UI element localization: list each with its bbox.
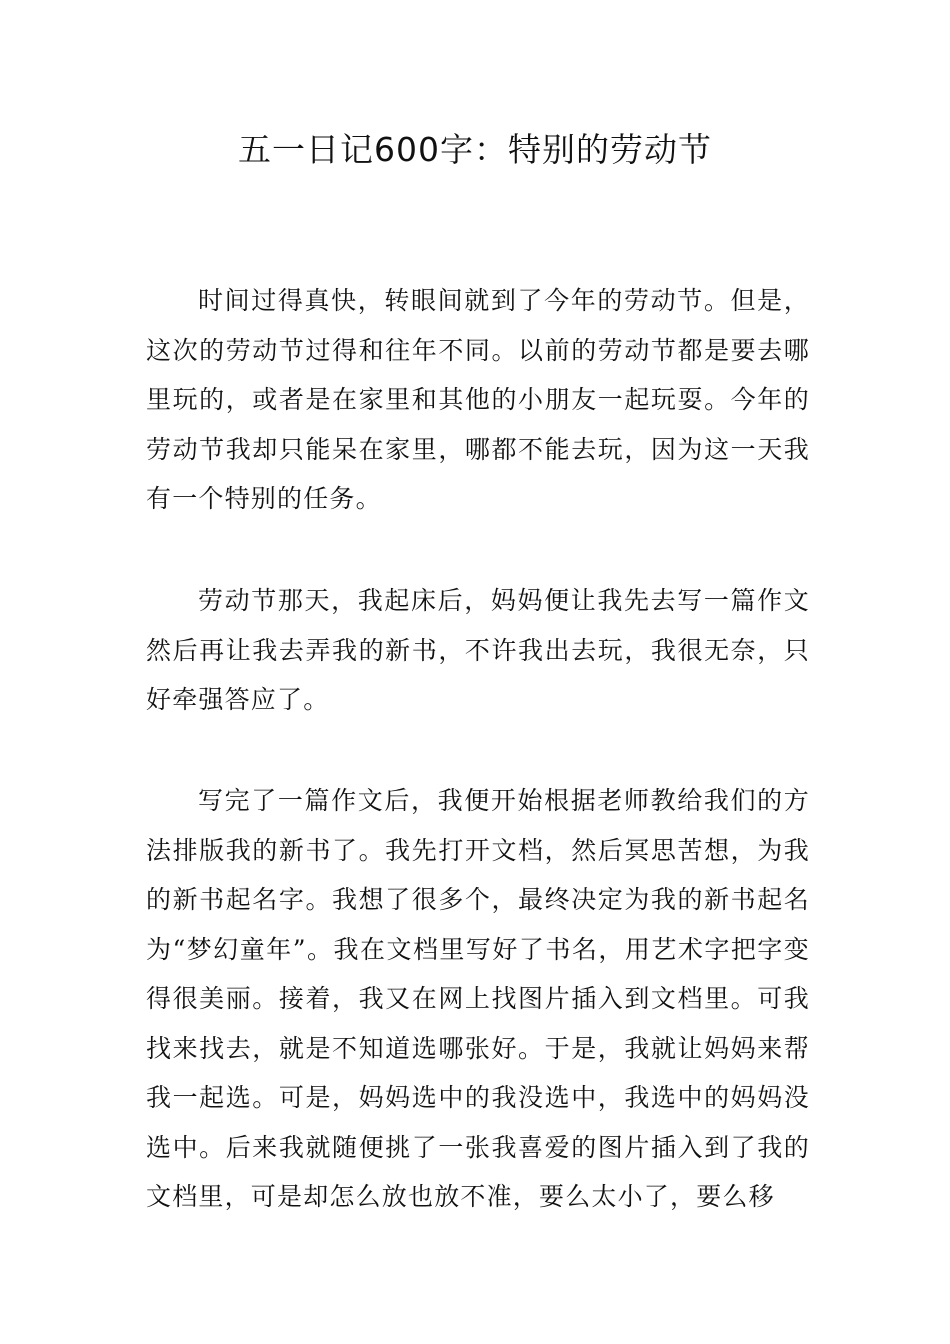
paragraph-3: 写完了一篇作文后，我便开始根据老师教给我们的方法排版我的新书了。我先打开文档，然后冥思苦想，为我的新书起名字。我想了很多个，最终决定为我的新书起名为“梦幻童年”。我在文档里写好了书名，用艺术字把字变得很美丽。接着，我又在网上找图片插入到文档里。可我找来找去，就是不知道选哪张好。于是，我就让妈妈来帮我一起选。可是，妈妈选中的我没选中，我选中的妈妈没选中。后来我就随便挑了一张我喜爱的图片插入到了我的文档里，可是却怎么放也放不准，要么太小了，要么移 bbox=[146, 786, 810, 1211]
paragraph-1: 时间过得真快，转眼间就到了今年的劳动节。但是，这次的劳动节过得和往年不同。以前的劳动节都是要去哪里玩的，或者是在家里和其他的小朋友一起玩耍。今年的劳动节我却只能呆在家里，哪都不能去玩，因为这一天我有一个特别的任务。 bbox=[146, 286, 810, 513]
document-title: 五一日记600字：特别的劳动节 bbox=[238, 130, 712, 169]
paragraph-2: 劳动节那天，我起床后，妈妈便让我先去写一篇作文然后再让我去弄我的新书，不许我出去玩，我很无奈，只好牵强答应了。 bbox=[146, 586, 810, 714]
